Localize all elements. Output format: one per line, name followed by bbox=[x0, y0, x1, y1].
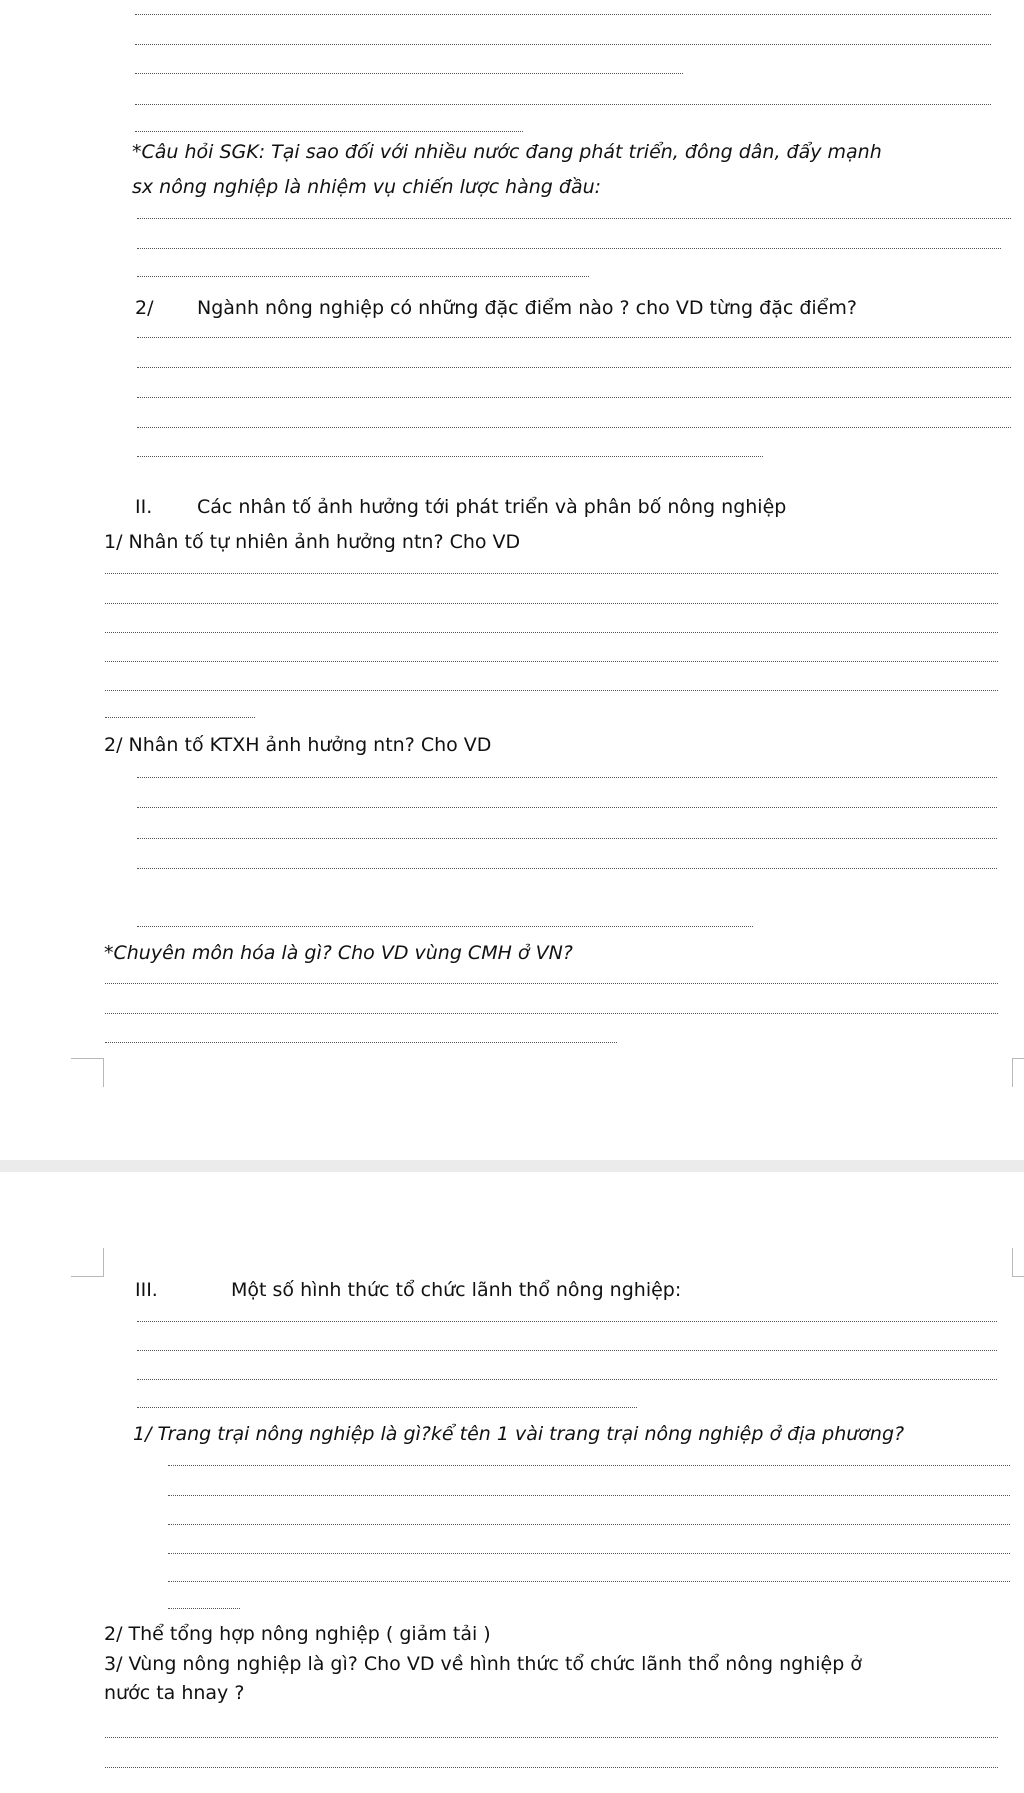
answer-line bbox=[137, 807, 997, 808]
question-agro-region: 3/ Vùng nông nghiệp là gì? Cho VD về hình thức tổ chức lãnh thổ nông nghiệp ở bbox=[104, 1653, 862, 1675]
section-title: Một số hình thức tổ chức lãnh thổ nông nghiệp: bbox=[231, 1279, 682, 1301]
section-title: Các nhân tố ảnh hưởng tới phát triển và phân bố nông nghiệp bbox=[197, 496, 787, 518]
page-corner-mark bbox=[1012, 1058, 1024, 1087]
answer-line bbox=[105, 573, 998, 574]
answer-line bbox=[135, 44, 991, 45]
answer-line bbox=[135, 14, 991, 15]
answer-line bbox=[168, 1581, 1010, 1582]
answer-line bbox=[105, 1013, 998, 1014]
answer-line bbox=[105, 690, 998, 691]
answer-line bbox=[137, 868, 997, 869]
section-number: III. bbox=[135, 1279, 158, 1301]
question-socioeconomic-factors: 2/ Nhân tố KTXH ảnh hưởng ntn? Cho VD bbox=[104, 734, 492, 756]
page-corner-mark bbox=[71, 1248, 104, 1277]
answer-line bbox=[168, 1553, 1010, 1554]
answer-line bbox=[137, 218, 1011, 219]
page-corner-mark bbox=[71, 1058, 104, 1087]
answer-line bbox=[137, 248, 1001, 249]
answer-line bbox=[137, 926, 753, 927]
answer-line bbox=[137, 276, 589, 277]
answer-line bbox=[168, 1465, 1010, 1466]
answer-line bbox=[137, 838, 997, 839]
answer-line bbox=[168, 1524, 1010, 1525]
answer-line bbox=[137, 1379, 997, 1380]
answer-line bbox=[137, 427, 1011, 428]
answer-line bbox=[135, 104, 991, 105]
answer-line bbox=[105, 603, 998, 604]
answer-line bbox=[135, 131, 523, 132]
answer-line bbox=[105, 1042, 617, 1043]
answer-line bbox=[105, 983, 998, 984]
section-heading-iii bbox=[135, 1278, 681, 1302]
section-number: II. bbox=[135, 496, 153, 518]
answer-line bbox=[135, 73, 683, 74]
answer-line bbox=[105, 661, 998, 662]
sgk-question-continued: sx nông nghiệp là nhiệm vụ chiến lược hàng đầu: bbox=[132, 176, 602, 198]
sgk-question: *Câu hỏi SGK: Tại sao đối với nhiều nước đang phát triển, đông dân, đẩy mạnh bbox=[132, 141, 882, 163]
answer-line bbox=[137, 456, 763, 457]
answer-line bbox=[105, 1767, 998, 1768]
question-agro-region-continued: nước ta hnay ? bbox=[104, 1682, 245, 1704]
answer-line bbox=[105, 632, 998, 633]
question-specialization: *Chuyên môn hóa là gì? Cho VD vùng CMH ở VN? bbox=[104, 942, 573, 964]
page-corner-mark bbox=[1012, 1248, 1024, 1277]
answer-line bbox=[105, 1737, 998, 1738]
document-page-2 bbox=[0, 1172, 1024, 1793]
question-text: Ngành nông nghiệp có những đặc điểm nào ? cho VD từng đặc điểm? bbox=[197, 297, 857, 319]
answer-line bbox=[168, 1495, 1010, 1496]
question-agro-complex: 2/ Thể tổng hợp nông nghiệp ( giảm tải ) bbox=[104, 1623, 491, 1645]
answer-line bbox=[168, 1608, 240, 1609]
question-number: 2/ bbox=[135, 297, 154, 319]
answer-line bbox=[137, 1350, 997, 1351]
page-separator bbox=[0, 1160, 1024, 1172]
answer-line bbox=[137, 397, 1011, 398]
answer-line bbox=[105, 717, 255, 718]
question-2 bbox=[135, 296, 857, 320]
answer-line bbox=[137, 1407, 637, 1408]
answer-line bbox=[137, 337, 1011, 338]
answer-line bbox=[137, 777, 997, 778]
answer-line bbox=[137, 367, 1011, 368]
question-natural-factors: 1/ Nhân tố tự nhiên ảnh hưởng ntn? Cho VD bbox=[104, 531, 521, 553]
question-farms: 1/ Trang trại nông nghiệp là gì?kể tên 1 vài trang trại nông nghiệp ở địa phương? bbox=[133, 1423, 905, 1445]
section-heading-ii bbox=[135, 495, 786, 519]
answer-line bbox=[137, 1321, 997, 1322]
